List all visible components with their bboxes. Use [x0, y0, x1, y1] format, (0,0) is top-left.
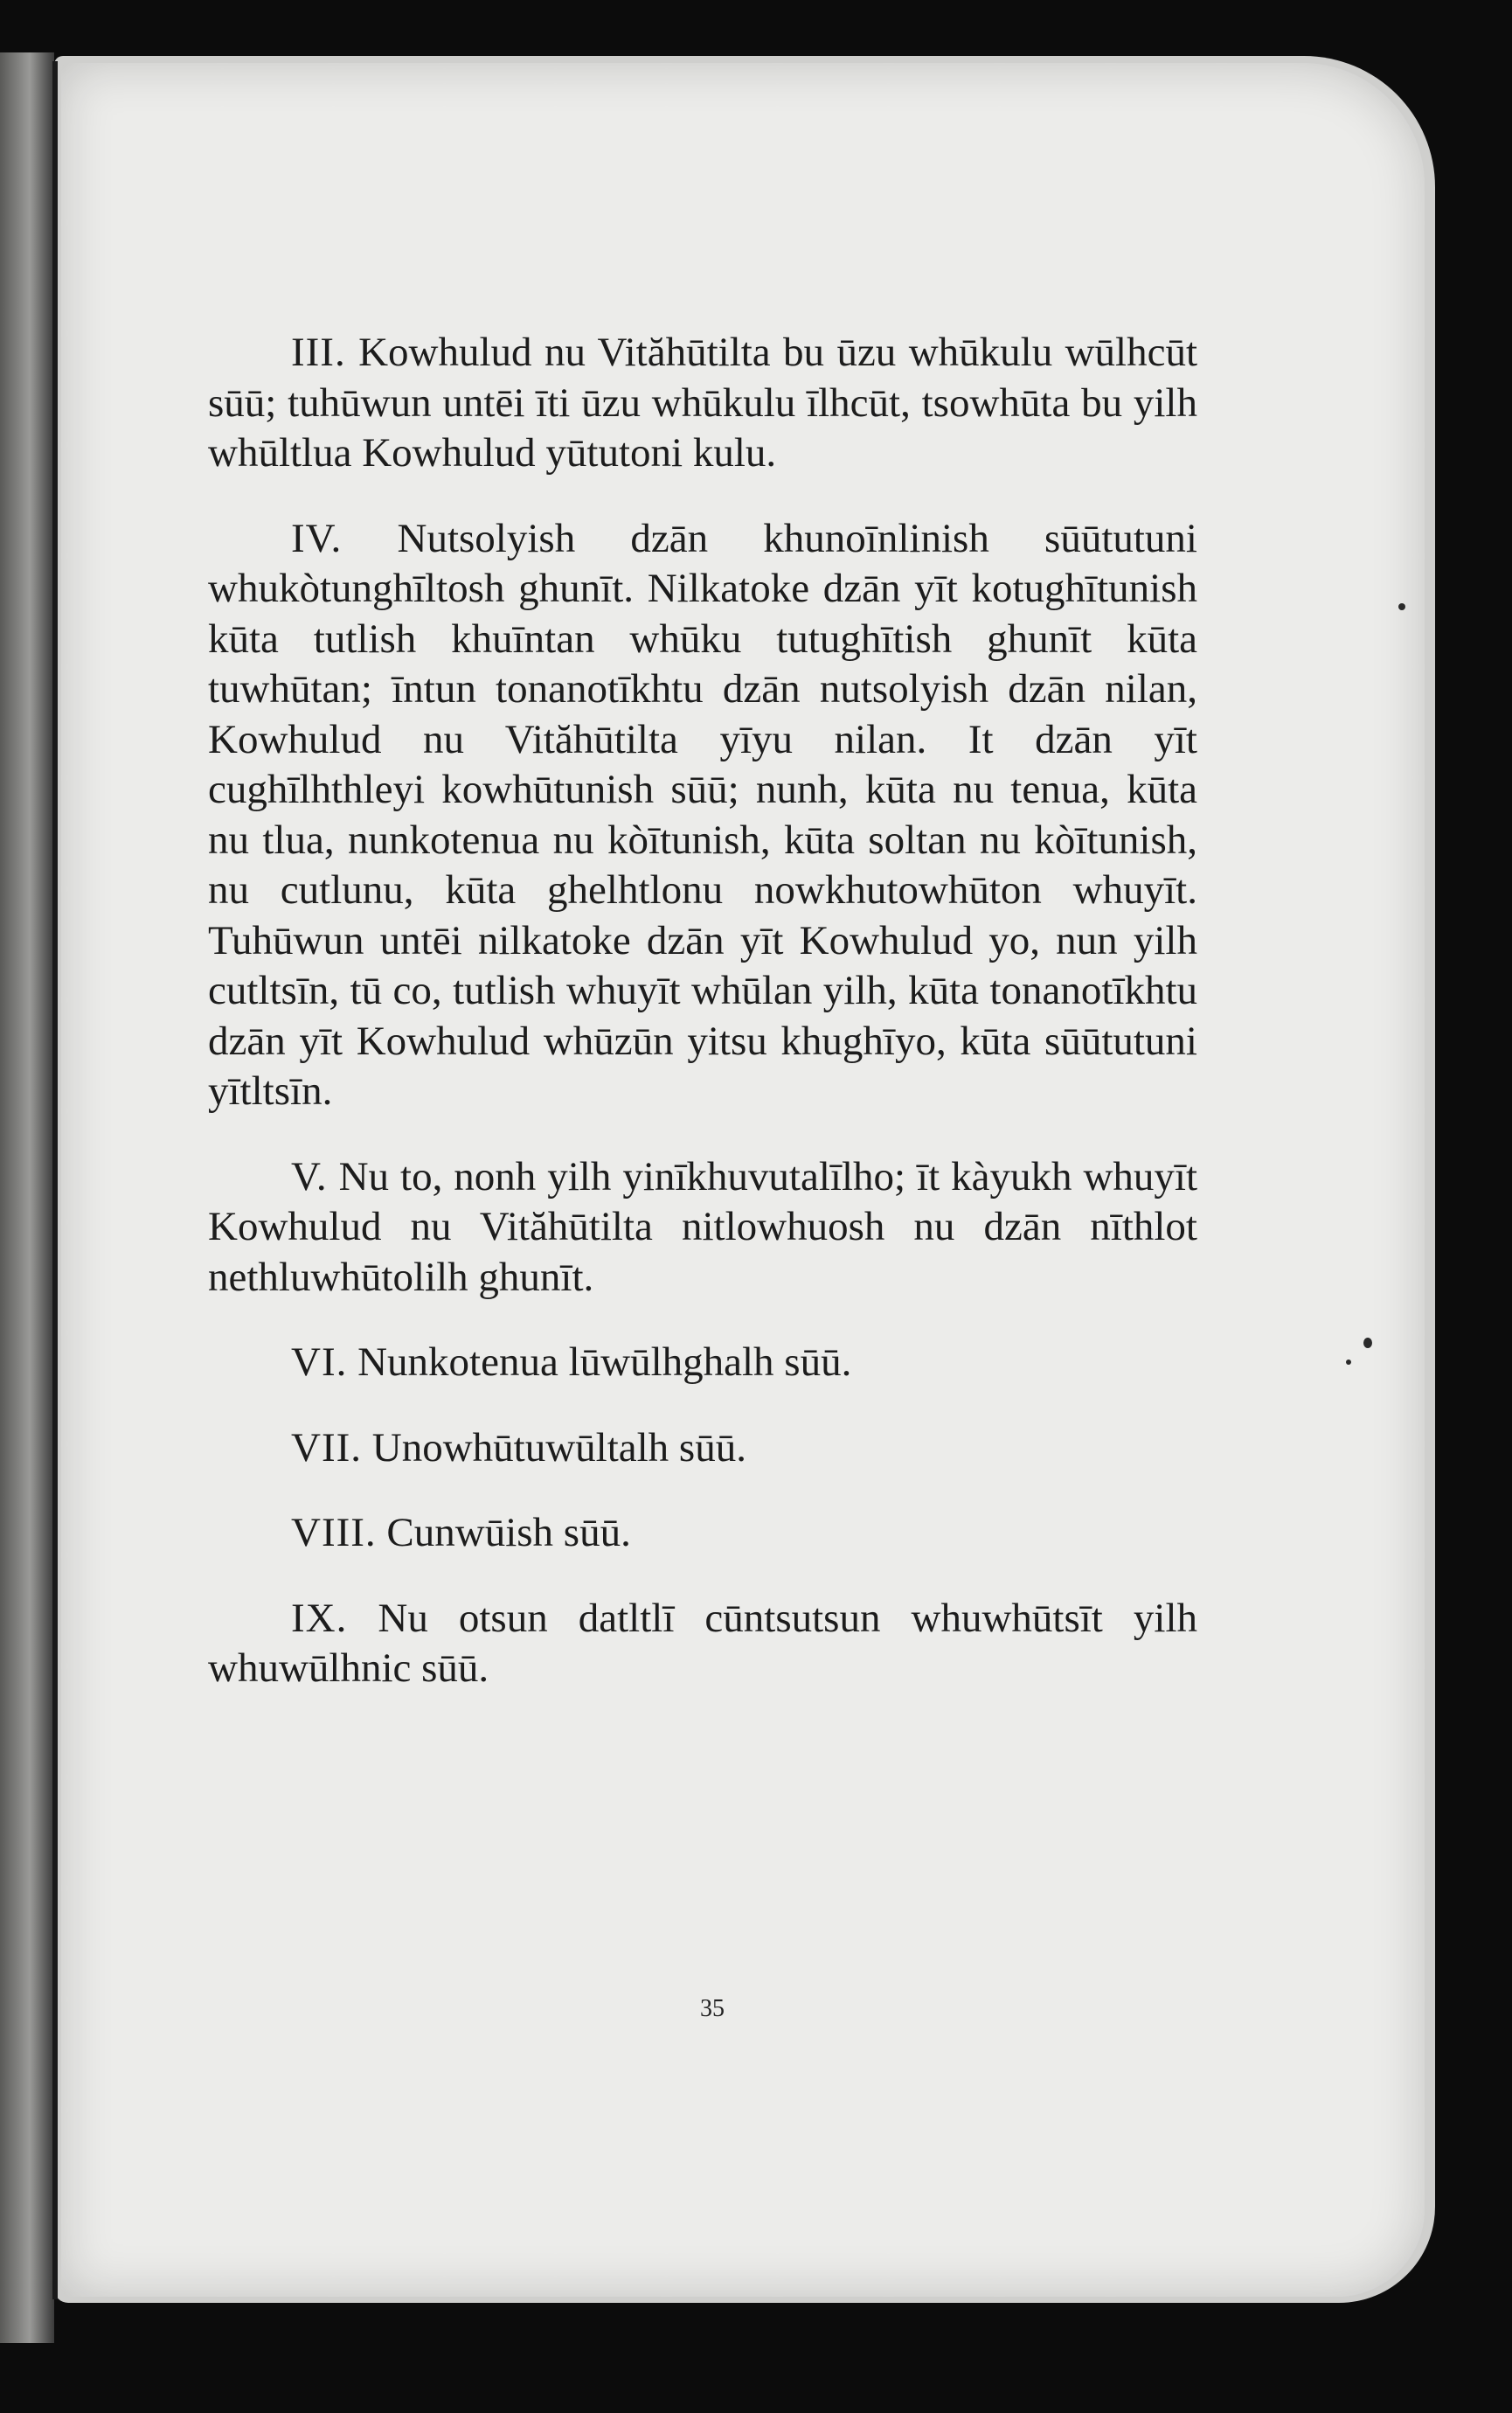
paragraph-numeral: VIII.	[291, 1510, 377, 1555]
paragraph-4	[208, 514, 1197, 1117]
paragraph-5	[208, 1152, 1197, 1304]
paragraph-numeral: III.	[291, 330, 346, 375]
dust-speck	[1346, 1359, 1351, 1365]
paragraph-numeral: VI.	[291, 1339, 348, 1385]
paragraph-text: Unowhūtuwūltalh sūū.	[371, 1424, 746, 1471]
paragraph-text: Nu to, nonh yilh yinīkhuvutalīlho; īt kàyukh whuyīt Kowhulud nu Vităhūtilta nitlowhuosh nu dzān nīthlot nethluwhūtolilh ghunīt.	[208, 1153, 1198, 1300]
paragraph-text: Nu otsun datltlī cūntsutsun whuwhūtsīt yilh whuwūlhnic sūū.	[208, 1595, 1197, 1691]
paragraph-3	[208, 328, 1197, 479]
paragraph-text: Nunkotenua lūwūlhghalh sūū.	[357, 1339, 852, 1385]
paragraph-9	[208, 1594, 1197, 1694]
dust-speck	[1398, 603, 1405, 610]
paragraph-numeral: V.	[291, 1153, 328, 1200]
paragraph-numeral: IX.	[291, 1595, 348, 1641]
paragraph-numeral: VII.	[291, 1424, 362, 1471]
paragraph-6	[208, 1338, 1197, 1388]
paragraph-numeral: IV.	[291, 515, 343, 561]
paragraph-text: Nutsolyish dzān khunoīnlinish sūūtutuni whukòtunghīltosh ghunīt. Nilkatoke dzān yīt kotughītunish kūta tutlish khuīntan whūku tutughītish ghunīt kūta tuwhūtan; īntun tonanotīkhtu dzān nutsolyish dzān nilan, Kowhulud nu Vităhūtilta yīyu nilan. It dzān yīt cughīlhthleyi kowhūtunish sūū; nunh, kūta nu tenua, kūta nu tlua, nunkotenua nu kòītunish, kūta soltan nu kòītunish, nu cutlunu, kūta ghelhtlonu nowkhutowhūton whuyīt. Tuhūwun untēi nilkatoke dzān yīt Kowhulud yo, nun yilh cutltsīn, tū co, tutlish whuyīt whūlan yilh, kūta tonanotīkhtu dzān yīt Kowhulud whūzūn yitsu khughīyo, kūta sūūtutuni yītltsīn.	[208, 515, 1197, 1114]
paragraph-8	[208, 1508, 1197, 1559]
body-text	[208, 328, 1197, 1694]
paragraph-text: Cunwūish sūū.	[386, 1510, 631, 1555]
book-spine	[52, 61, 58, 2299]
paragraph-text: Kowhulud nu Vităhūtilta bu ūzu whūkulu wūlhcūt sūū; tuhūwun untēi īti ūzu whūkulu īlhcūt, tsowhūta bu yilh whūltlua Kowhulud yūtutoni kulu.	[208, 330, 1198, 476]
dust-speck	[1363, 1338, 1372, 1348]
page-number: 35	[700, 1995, 725, 2022]
paragraph-7	[208, 1423, 1197, 1474]
facing-page-edge	[0, 52, 54, 2343]
